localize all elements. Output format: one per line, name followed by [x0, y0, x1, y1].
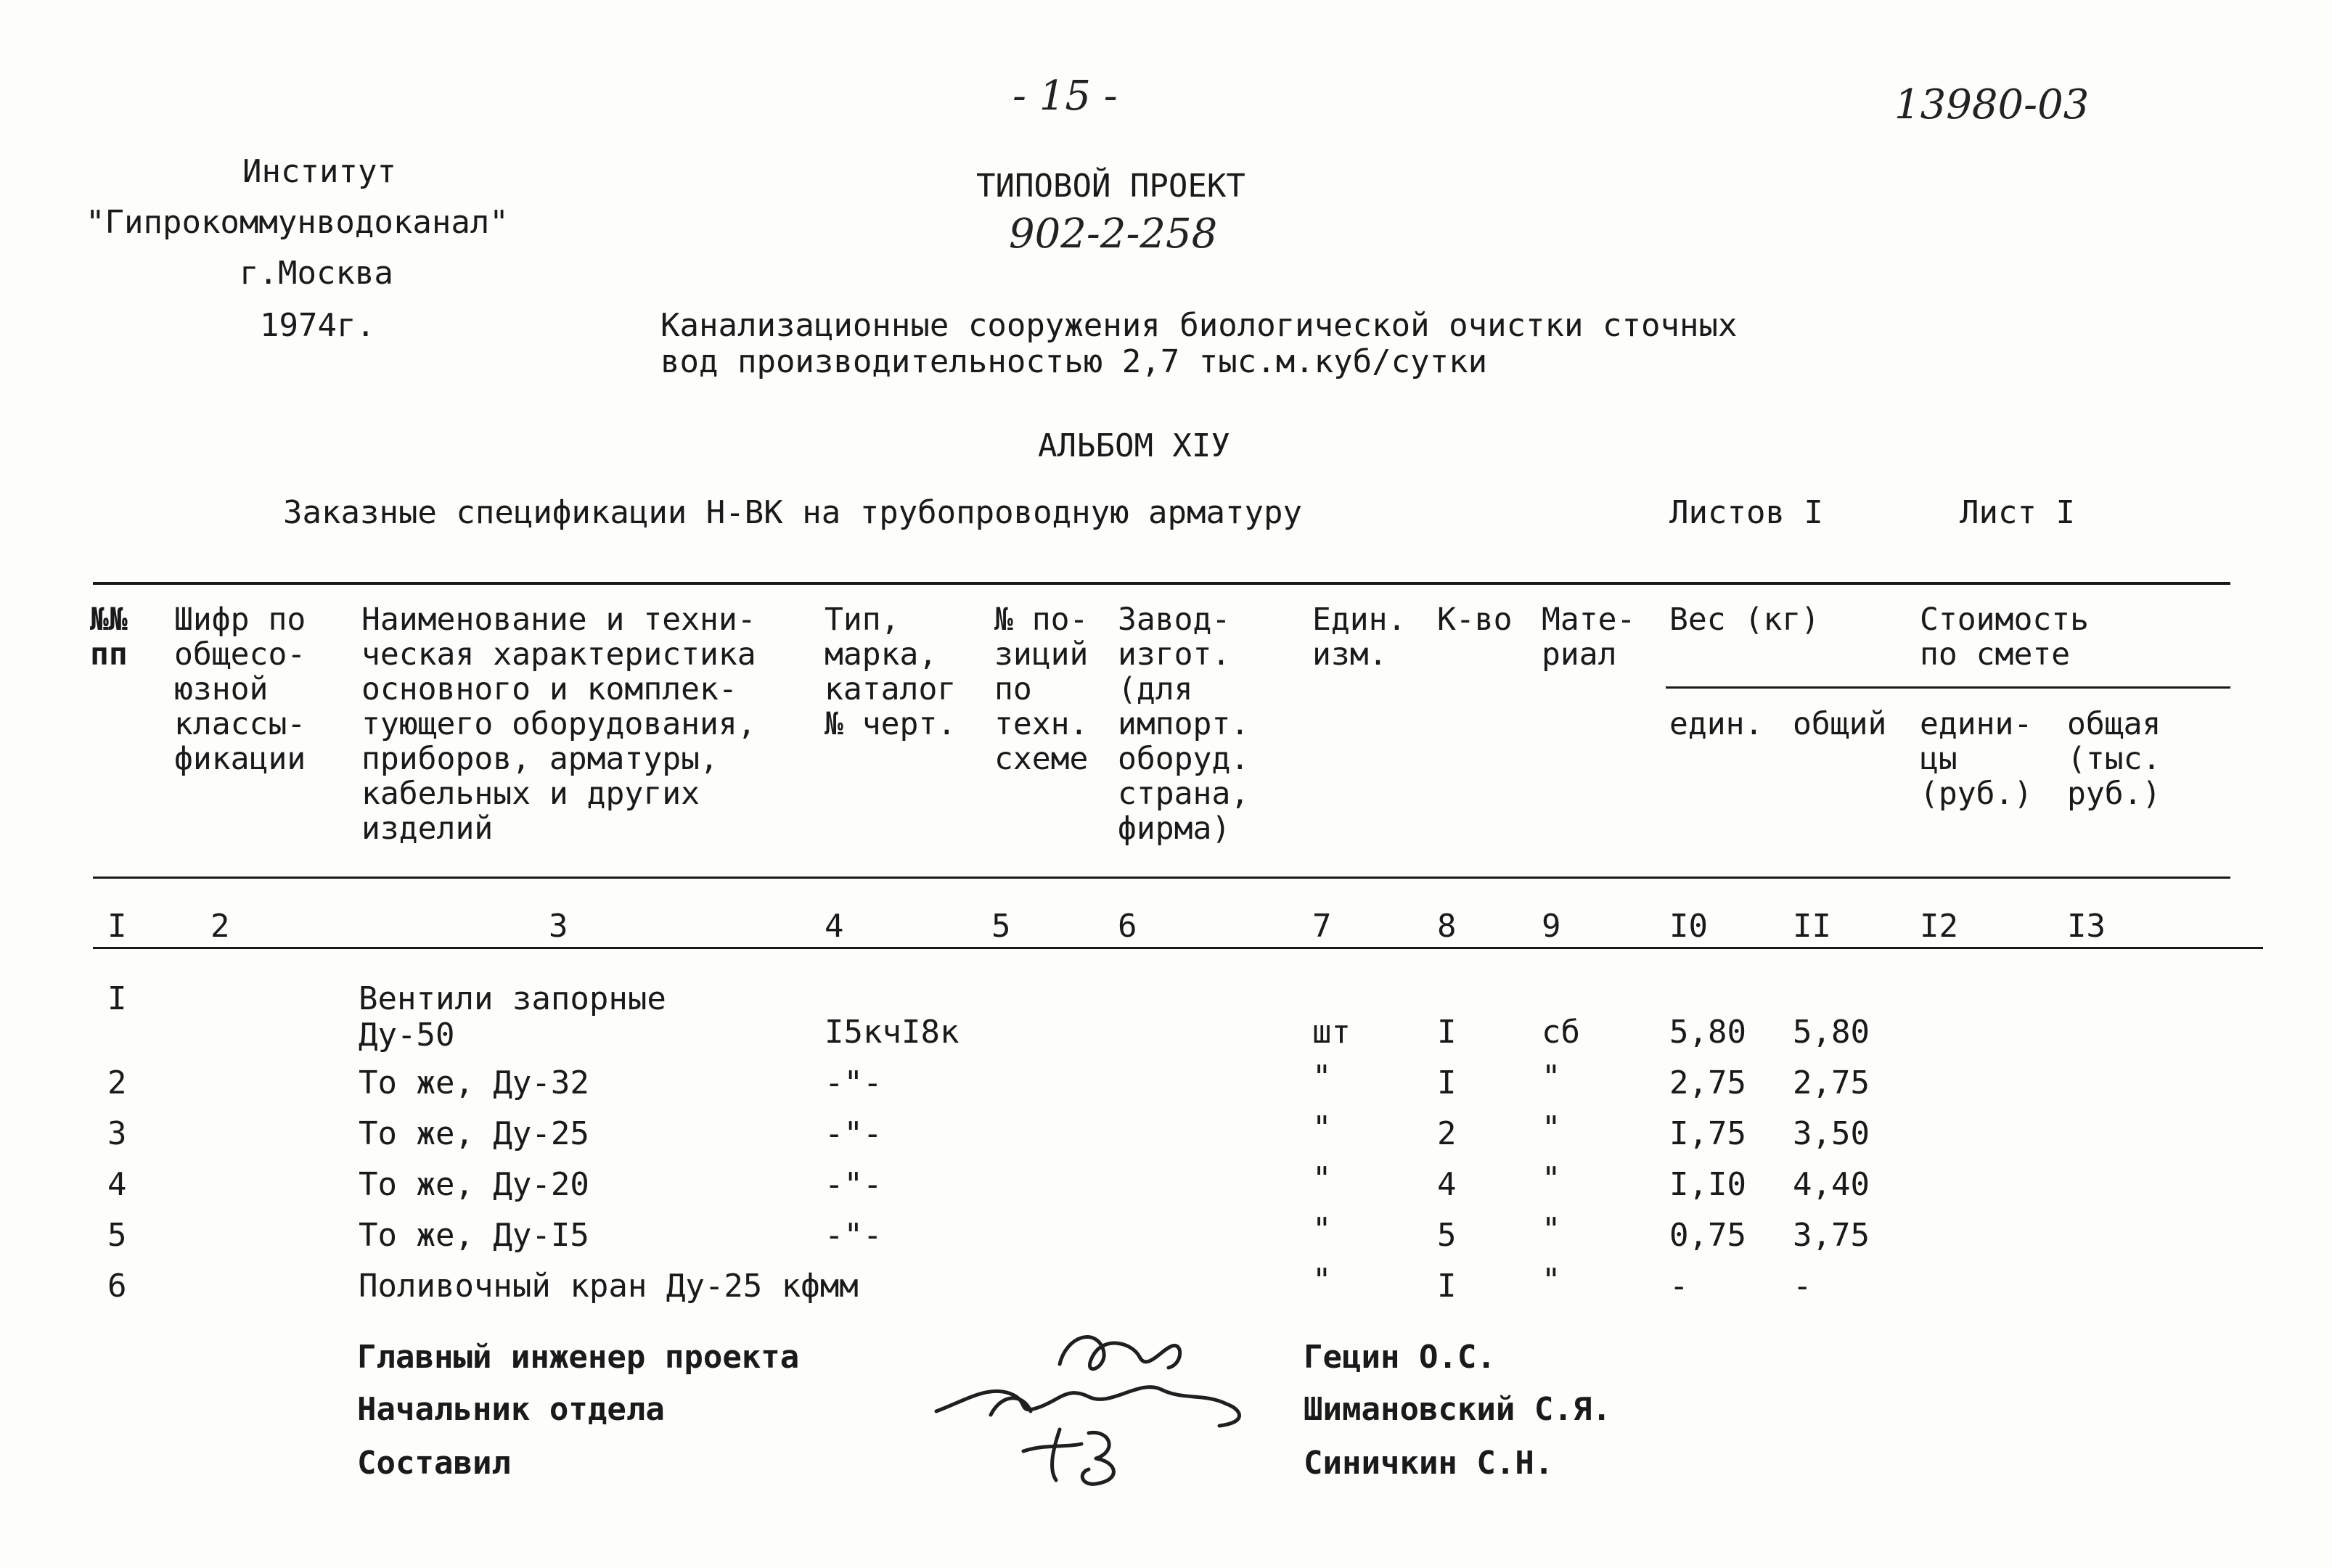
signature-name-compiler: Синичкин С.Н.	[1304, 1445, 1554, 1482]
row-qty: I	[1437, 1064, 1457, 1101]
col-number: 2	[210, 908, 230, 945]
header-weight: Вес (кг)	[1669, 602, 1820, 638]
row-weight-total: 5,80	[1793, 1014, 1870, 1051]
row-number: 3	[107, 1115, 127, 1152]
row-number: 4	[107, 1166, 127, 1203]
row-weight-total: -	[1793, 1268, 1812, 1305]
header-col-6: Завод- изгот. (для импорт. оборуд. страна, фирма)	[1118, 602, 1250, 847]
weight-cost-subrule	[1666, 686, 2230, 689]
row-material: "	[1542, 1160, 1561, 1197]
row-weight-total: 3,75	[1793, 1217, 1870, 1254]
signature-name-chief-engineer: Гецин О.С.	[1304, 1339, 1496, 1376]
row-qty: 5	[1437, 1217, 1457, 1254]
col-number: 4	[825, 908, 844, 945]
sheets-total: Листов I	[1669, 494, 1823, 531]
col-number: I0	[1669, 908, 1708, 945]
signature-role-compiler: Составил	[357, 1445, 511, 1482]
col-number: 8	[1437, 908, 1457, 945]
row-number: 6	[107, 1268, 127, 1305]
header-col-1: №№ пп	[90, 602, 128, 673]
header-bottom-rule	[93, 877, 2230, 879]
col-number: 3	[549, 908, 568, 945]
signature-role-chief-engineer: Главный инженер проекта	[357, 1339, 800, 1376]
header-weight-total: общий	[1793, 706, 1887, 742]
col-number: 5	[991, 908, 1011, 945]
institute-label: Институт	[242, 153, 396, 190]
col-number: II	[1793, 908, 1831, 945]
header-weight-unit: един.	[1669, 706, 1764, 742]
project-title-line1: Канализационные сооружения биологической очистки сточных	[660, 307, 1738, 344]
header-cost-unit: едини- цы (руб.)	[1920, 706, 2033, 812]
doc-code: 13980-03	[1894, 81, 2090, 128]
row-material: "	[1542, 1262, 1561, 1299]
row-type: -"-	[825, 1115, 883, 1152]
row-type: I5кчI8к	[825, 1014, 960, 1051]
header-col-4: Тип, марка, каталог № черт.	[825, 602, 957, 742]
row-unit: "	[1312, 1059, 1332, 1096]
row-weight-total: 3,50	[1793, 1115, 1870, 1152]
sheet-current: Лист I	[1960, 494, 2075, 531]
header-col-8: К-во	[1437, 602, 1513, 638]
institute-year: 1974г.	[260, 307, 375, 344]
header-cost: Стоимость по смете	[1920, 602, 2089, 673]
header-col-9: Мате- риал	[1542, 602, 1636, 673]
row-name: То же, Ду-20	[359, 1166, 589, 1203]
row-name: То же, Ду-32	[359, 1064, 589, 1101]
album-title: АЛЬБОМ XIУ	[1038, 427, 1230, 464]
project-title-line2: вод производительностью 2,7 тыс.м.куб/сутки	[660, 343, 1488, 380]
row-name: Вентили запорные Ду-50	[359, 980, 666, 1054]
row-material: "	[1542, 1109, 1561, 1146]
header-col-5: № по- зиций по техн. схеме	[994, 602, 1089, 777]
row-name: То же, Ду-25	[359, 1115, 589, 1152]
row-material: "	[1542, 1211, 1561, 1248]
row-weight-unit: -	[1669, 1268, 1689, 1305]
row-name: То же, Ду-I5	[359, 1217, 589, 1254]
col-number: 9	[1542, 908, 1561, 945]
page-number: - 15 -	[1012, 73, 1118, 120]
row-number: 2	[107, 1064, 127, 1101]
row-weight-total: 2,75	[1793, 1064, 1870, 1101]
project-number: 902-2-258	[1009, 210, 1218, 258]
table-top-rule	[93, 582, 2230, 585]
row-name: Поливочный кран Ду-25 кфмм	[359, 1268, 859, 1305]
row-unit: "	[1312, 1160, 1332, 1197]
institute-name: "Гипрокоммунводоканал"	[86, 204, 509, 241]
colnum-rule	[93, 947, 2263, 949]
spec-title: Заказные спецификации Н-ВК на трубопроводную арматуру	[283, 494, 1302, 531]
institute-city: г.Москва	[240, 255, 393, 292]
row-unit: "	[1312, 1211, 1332, 1248]
signature-role-department-head: Начальник отдела	[357, 1391, 665, 1428]
signature-name-department-head: Шимановский С.Я.	[1304, 1391, 1611, 1428]
row-weight-unit: I,75	[1669, 1115, 1746, 1152]
project-label: ТИПОВОЙ ПРОЕКТ	[976, 168, 1245, 205]
col-number: I	[107, 908, 127, 945]
row-type: -"-	[825, 1166, 883, 1203]
row-unit: шт	[1312, 1014, 1351, 1051]
col-number: 7	[1312, 908, 1332, 945]
row-type: -"-	[825, 1217, 883, 1254]
row-number: I	[107, 980, 127, 1017]
row-weight-unit: I,I0	[1669, 1166, 1746, 1203]
row-qty: 4	[1437, 1166, 1457, 1203]
row-weight-unit: 5,80	[1669, 1014, 1746, 1051]
row-unit: "	[1312, 1109, 1332, 1146]
row-weight-unit: 0,75	[1669, 1217, 1746, 1254]
row-weight-total: 4,40	[1793, 1166, 1870, 1203]
row-type: -"-	[825, 1064, 883, 1101]
header-col-3: Наименование и техни- ческая характеристика основного и комплек- тующего оборудования, приборов, арматуры, кабельных и других изделий	[361, 602, 756, 847]
header-col-2: Шифр по общесо- юзной классы- фикации	[174, 602, 306, 777]
row-number: 5	[107, 1217, 127, 1254]
col-number: 6	[1118, 908, 1137, 945]
row-material: "	[1542, 1059, 1561, 1096]
header-cost-total: общая (тыс. руб.)	[2067, 706, 2161, 812]
row-weight-unit: 2,75	[1669, 1064, 1746, 1101]
header-col-7: Един. изм.	[1312, 602, 1407, 673]
row-qty: I	[1437, 1014, 1457, 1051]
handwritten-signatures	[922, 1306, 1299, 1495]
row-qty: 2	[1437, 1115, 1457, 1152]
col-number: I2	[1920, 908, 1958, 945]
row-unit: "	[1312, 1262, 1332, 1299]
row-qty: I	[1437, 1268, 1457, 1305]
col-number: I3	[2067, 908, 2106, 945]
row-material: сб	[1542, 1014, 1580, 1051]
